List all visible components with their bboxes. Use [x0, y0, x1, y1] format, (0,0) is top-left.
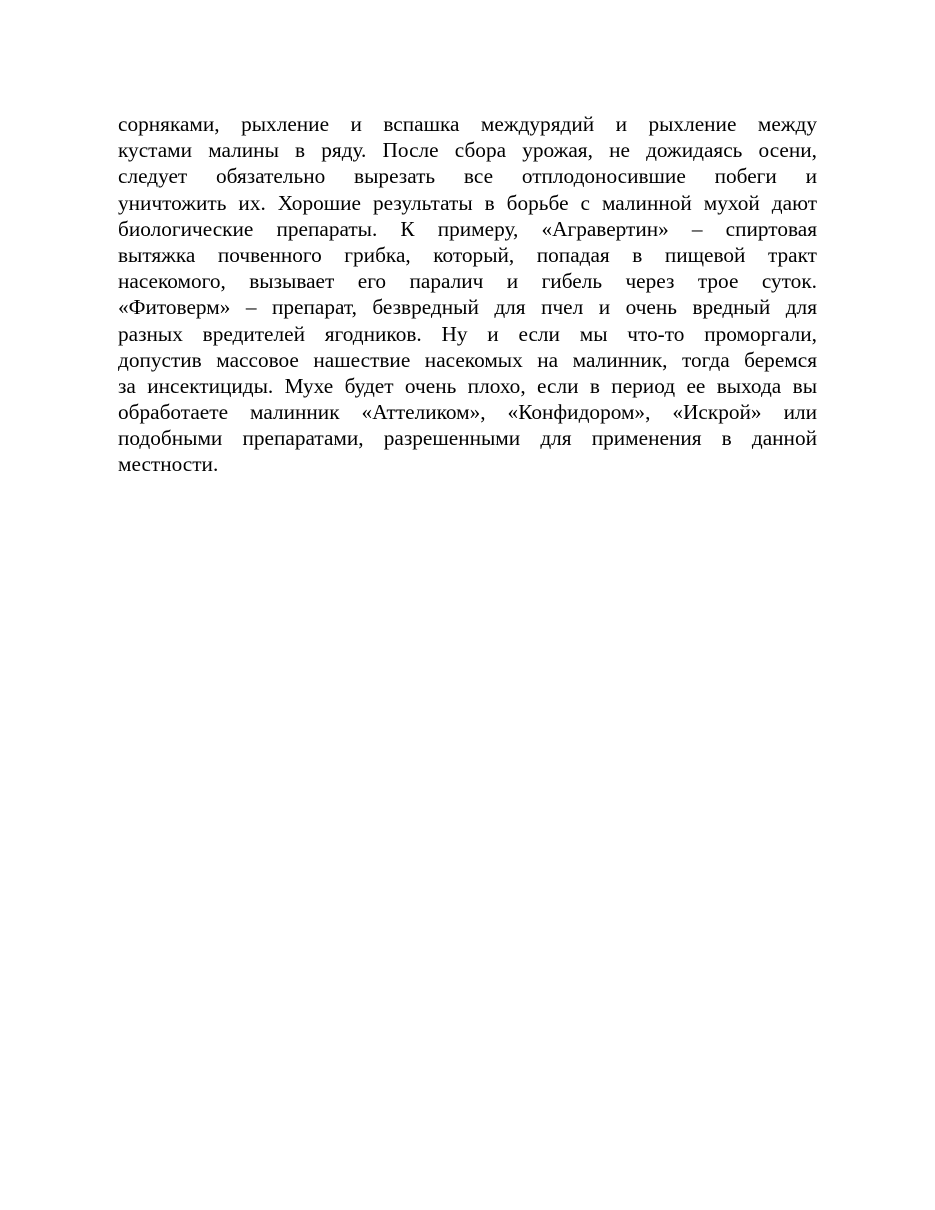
paragraph-line: следует обязательно вырезать все отплодоносившие побеги и: [118, 164, 817, 189]
paragraph-line: за инсектициды. Мухе будет очень плохо, если в период ее выхода вы: [118, 373, 817, 398]
body-paragraph: [118, 111, 817, 478]
paragraph-line: допустив массовое нашествие насекомых на малинник, тогда беремся: [118, 347, 817, 372]
paragraph-line: биологические препараты. К примеру, «Агравертин» – спиртовая: [118, 216, 817, 241]
paragraph-line: сорняками, рыхление и вспашка междурядий и рыхление между: [118, 112, 817, 136]
paragraph-line: «Фитоверм» – препарат, безвредный для пчел и очень вредный для: [118, 295, 817, 320]
paragraph-line: разных вредителей ягодников. Ну и если мы что-то проморгали,: [118, 321, 817, 346]
paragraph-line: обработаете малинник «Аттеликом», «Конфидором», «Искрой» или: [118, 400, 817, 425]
paragraph-line-last: местности.: [118, 452, 219, 477]
paragraph-line: уничтожить их. Хорошие результаты в борьбе с малинной мухой дают: [118, 190, 817, 215]
paragraph-line: насекомого, вызывает его паралич и гибель через трое суток.: [118, 269, 817, 294]
paragraph-line: кустами малины в ряду. После сбора урожая, не дожидаясь осени,: [118, 138, 817, 163]
paragraph-line: подобными препаратами, разрешенными для применения в данной: [118, 426, 817, 451]
paragraph-line: вытяжка почвенного грибка, который, попадая в пищевой тракт: [118, 242, 817, 267]
